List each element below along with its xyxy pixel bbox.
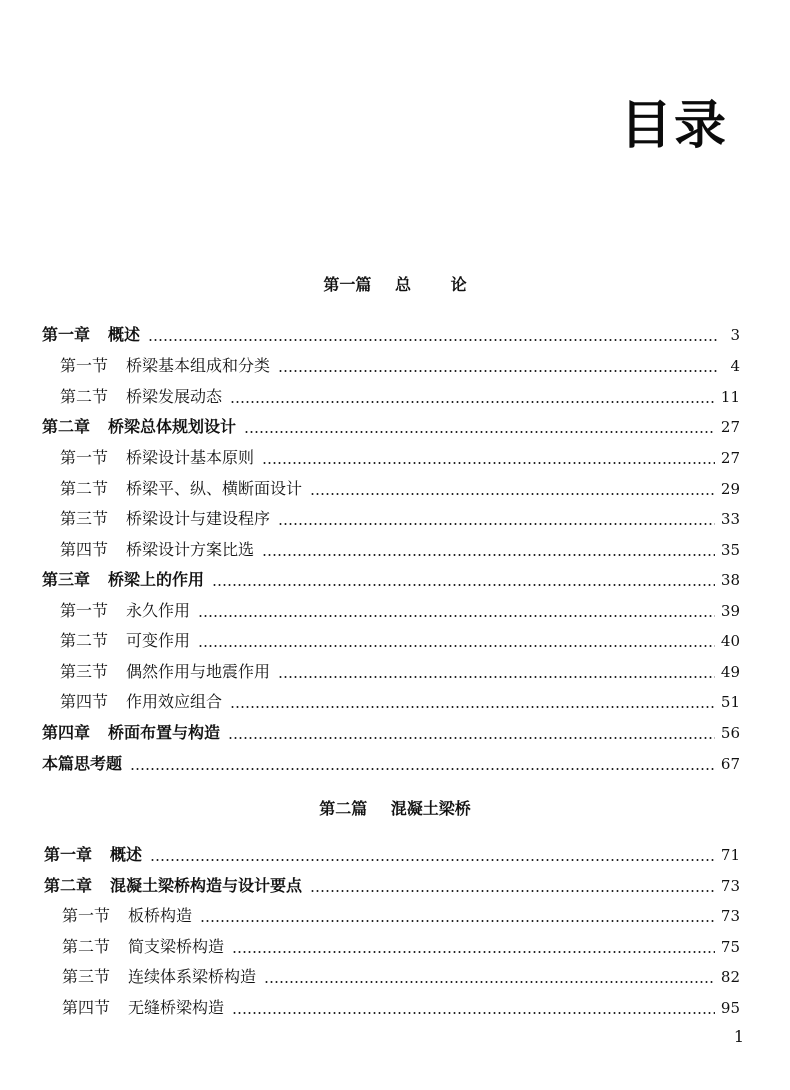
toc-entry[interactable] <box>60 476 740 500</box>
entry-page: 39 <box>720 602 740 620</box>
dot-leader <box>198 645 715 647</box>
dot-leader <box>230 401 715 403</box>
entry-title: 桥梁总体规划设计 <box>108 417 237 436</box>
entry-page: 73 <box>720 877 740 895</box>
entry-title: 桥梁发展动态 <box>126 387 223 406</box>
entry-number: 第一章 <box>44 845 93 864</box>
entry-title: 可变作用 <box>126 631 191 650</box>
dot-leader <box>200 920 715 922</box>
entry-title: 简支梁桥构造 <box>128 937 225 956</box>
entry-number: 第三节 <box>60 509 109 528</box>
part-2-number: 第二篇 <box>319 799 368 818</box>
toc-entry[interactable] <box>60 598 740 622</box>
entry-number: 第三节 <box>62 967 111 986</box>
dot-leader <box>278 370 718 372</box>
toc-entry[interactable] <box>62 903 740 927</box>
entry-number: 第一节 <box>60 356 109 375</box>
entry-page: 38 <box>720 571 740 589</box>
entry-number: 第二章 <box>42 417 91 436</box>
entry-page: 82 <box>720 968 740 986</box>
toc-entry[interactable] <box>62 964 740 988</box>
toc-entry[interactable] <box>60 537 740 561</box>
entry-page: 3 <box>730 326 740 344</box>
entry-number: 第一节 <box>60 448 109 467</box>
entry-title: 桥梁平、纵、横断面设计 <box>126 479 303 498</box>
dot-leader <box>150 859 715 861</box>
entry-number: 第四节 <box>60 540 109 559</box>
dot-leader <box>148 339 718 341</box>
toc-entry[interactable] <box>60 506 740 530</box>
toc-entry[interactable] <box>60 384 740 408</box>
entry-number: 第二节 <box>60 479 109 498</box>
entry-page: 71 <box>720 846 740 864</box>
toc-entry[interactable] <box>44 873 740 897</box>
toc-entry[interactable] <box>42 567 740 591</box>
entry-title: 桥梁基本组成和分类 <box>126 356 271 375</box>
toc-entry[interactable] <box>42 414 740 438</box>
dot-leader <box>262 554 715 556</box>
toc-entry[interactable] <box>60 628 740 652</box>
entry-page: 56 <box>720 724 740 742</box>
part-1-title-a: 总 <box>394 275 411 294</box>
part-heading-1 <box>0 274 790 296</box>
entry-page: 51 <box>720 693 740 711</box>
dot-leader <box>244 431 715 433</box>
entry-number: 本篇思考题 <box>42 754 123 773</box>
entry-page: 75 <box>720 938 740 956</box>
entry-page: 27 <box>720 418 740 436</box>
entry-page: 40 <box>720 632 740 650</box>
entry-title: 桥梁设计基本原则 <box>126 448 255 467</box>
entry-page: 49 <box>720 663 740 681</box>
toc-entry[interactable] <box>42 720 740 744</box>
entry-page: 11 <box>720 388 740 406</box>
toc-entry[interactable] <box>60 659 740 683</box>
toc-entry[interactable] <box>62 934 740 958</box>
entry-page: 95 <box>720 999 740 1017</box>
entry-title: 连续体系梁桥构造 <box>128 967 257 986</box>
entry-number: 第二章 <box>44 876 93 895</box>
entry-title: 无缝桥梁构造 <box>128 998 225 1017</box>
part-heading-2 <box>0 798 790 820</box>
dot-leader <box>130 768 715 770</box>
part-1-number: 第一篇 <box>323 275 372 294</box>
page-number: 1 <box>733 1027 744 1046</box>
entry-number: 第四节 <box>60 692 109 711</box>
toc-entry[interactable] <box>60 689 740 713</box>
entry-page: 35 <box>720 541 740 559</box>
entry-number: 第二节 <box>60 387 109 406</box>
entry-title: 概述 <box>108 325 141 344</box>
part-2-title: 混凝土梁桥 <box>390 799 471 818</box>
entry-number: 第四章 <box>42 723 91 742</box>
dot-leader <box>198 615 715 617</box>
entry-number: 第三节 <box>60 662 109 681</box>
entry-title: 概述 <box>110 845 143 864</box>
dot-leader <box>278 676 715 678</box>
toc-entry[interactable] <box>62 995 740 1019</box>
entry-title: 桥梁设计与建设程序 <box>126 509 271 528</box>
toc-entry[interactable] <box>42 751 740 775</box>
entry-page: 4 <box>730 357 740 375</box>
entry-title: 桥梁上的作用 <box>108 570 205 589</box>
part-1-title-b: 论 <box>450 275 467 294</box>
entry-page: 33 <box>720 510 740 528</box>
dot-leader <box>310 890 715 892</box>
toc-entry[interactable] <box>42 322 740 346</box>
entry-title: 偶然作用与地震作用 <box>126 662 271 681</box>
entry-number: 第三章 <box>42 570 91 589</box>
dot-leader <box>278 523 715 525</box>
dot-leader <box>212 584 715 586</box>
entry-title: 板桥构造 <box>128 906 193 925</box>
entry-number: 第二节 <box>60 631 109 650</box>
dot-leader <box>232 1012 715 1014</box>
entry-number: 第二节 <box>62 937 111 956</box>
entry-page: 29 <box>720 480 740 498</box>
dot-leader <box>232 951 715 953</box>
entry-title: 混凝土梁桥构造与设计要点 <box>110 876 303 895</box>
toc-entry[interactable] <box>60 445 740 469</box>
dot-leader <box>262 462 715 464</box>
toc-entry[interactable] <box>60 353 740 377</box>
entry-title: 永久作用 <box>126 601 191 620</box>
entry-title: 桥面布置与构造 <box>108 723 221 742</box>
entry-number: 第四节 <box>62 998 111 1017</box>
entry-page: 27 <box>720 449 740 467</box>
page-title: 目录 <box>620 96 729 156</box>
entry-page: 73 <box>720 907 740 925</box>
entry-title: 作用效应组合 <box>126 692 223 711</box>
entry-title: 桥梁设计方案比选 <box>126 540 255 559</box>
entry-number: 第一节 <box>60 601 109 620</box>
entry-number: 第一章 <box>42 325 91 344</box>
entry-page: 67 <box>720 755 740 773</box>
entry-number: 第一节 <box>62 906 111 925</box>
dot-leader <box>230 706 715 708</box>
dot-leader <box>310 493 715 495</box>
dot-leader <box>228 737 715 739</box>
dot-leader <box>264 981 715 983</box>
toc-entry[interactable] <box>44 842 740 866</box>
